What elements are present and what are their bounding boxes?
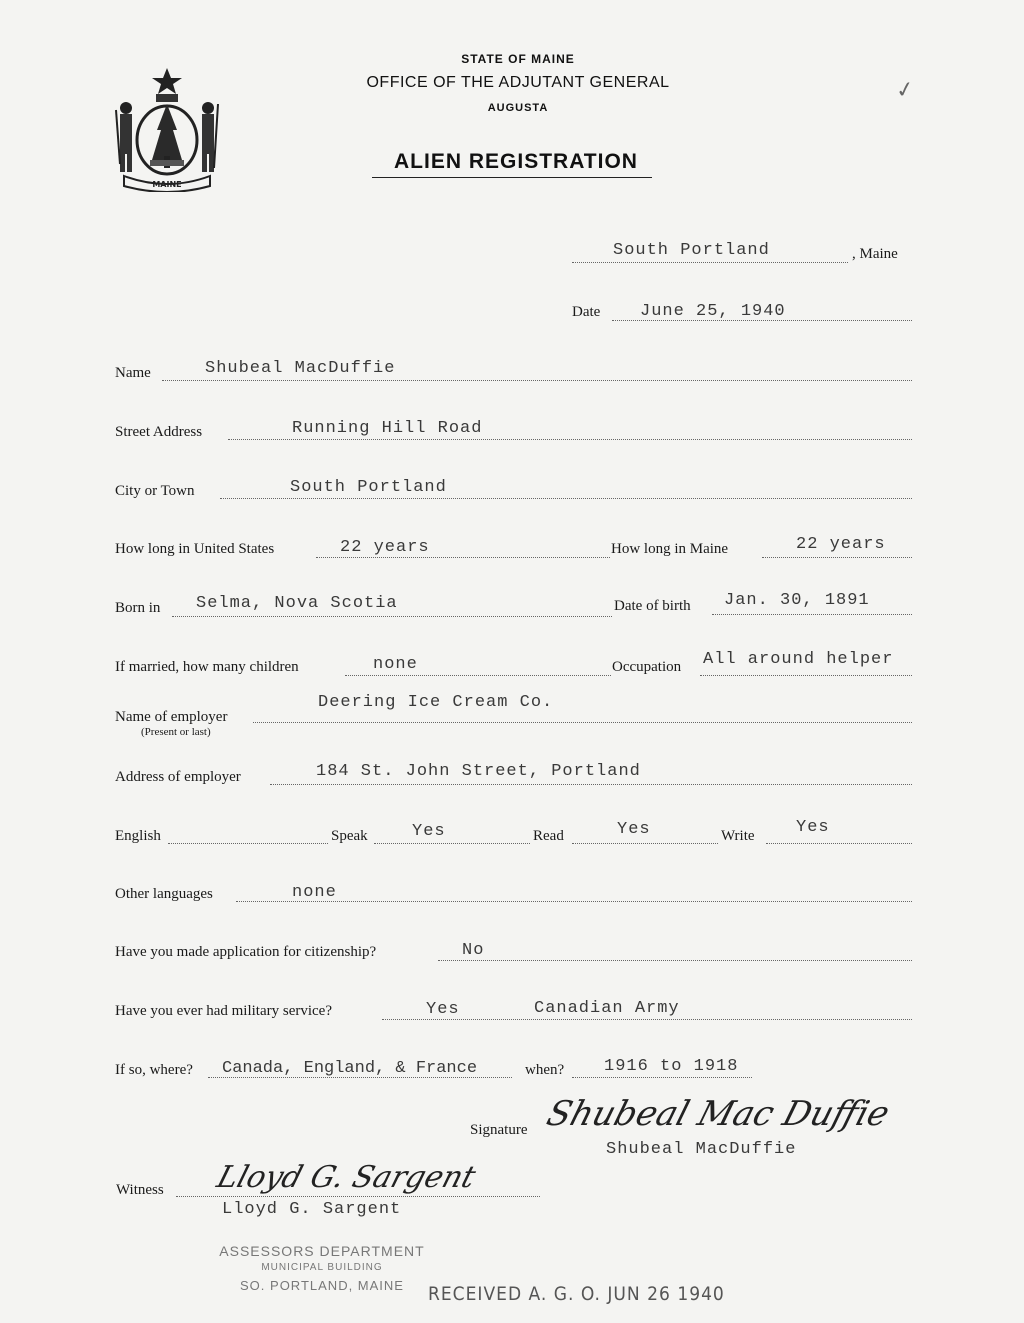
born-in-label: Born in [115, 600, 161, 616]
city-label: City or Town [115, 483, 195, 499]
citizenship-value: No [462, 941, 485, 960]
how-long-maine-value: 22 years [796, 535, 886, 554]
street-address-line [228, 439, 912, 440]
occupation-label: Occupation [612, 659, 682, 675]
assessors-stamp-line3: SO. PORTLAND, MAINE [240, 1278, 404, 1293]
employer-label: Name of employer [115, 709, 228, 725]
header-office: OFFICE OF THE ADJUTANT GENERAL [366, 74, 670, 91]
read-line [572, 843, 718, 844]
title-underline [372, 177, 652, 178]
where-value: Canada, England, & France [222, 1059, 478, 1078]
speak-line [374, 843, 530, 844]
other-languages-line [236, 901, 912, 902]
check-mark-icon: ✓ [893, 76, 917, 105]
occupation-value: All around helper [703, 650, 894, 669]
born-in-value: Selma, Nova Scotia [196, 594, 398, 613]
other-languages-label: Other languages [115, 886, 213, 902]
seal-banner-text: MAINE [152, 180, 182, 189]
signature-handwritten: Shubeal Mac Duffie [542, 1094, 894, 1134]
witness-typed: Lloyd G. Sargent [222, 1200, 402, 1219]
when-value: 1916 to 1918 [604, 1057, 739, 1076]
employer-address-value: 184 St. John Street, Portland [316, 762, 641, 781]
military-detail: Canadian Army [534, 999, 680, 1018]
write-value: Yes [796, 818, 830, 837]
employer-value: Deering Ice Cream Co. [318, 693, 554, 712]
citizenship-label: Have you made application for citizenship? [115, 944, 377, 960]
children-label: If married, how many children [115, 659, 299, 675]
speak-label: Speak [331, 828, 368, 844]
military-label: Have you ever had military service? [115, 1003, 332, 1019]
town-line [572, 262, 848, 263]
military-value: Yes [426, 1000, 460, 1019]
witness-label: Witness [116, 1182, 164, 1198]
read-value: Yes [617, 820, 651, 839]
street-address-label: Street Address [115, 424, 203, 440]
citizenship-line [438, 960, 912, 961]
how-long-us-label: How long in United States [115, 541, 275, 557]
born-in-line [172, 616, 612, 617]
date-value: June 25, 1940 [640, 302, 786, 321]
signature-label: Signature [470, 1122, 528, 1138]
town-suffix: , Maine [852, 246, 898, 262]
employer-address-line [270, 784, 912, 785]
name-label: Name [115, 365, 151, 381]
received-stamp: RECEIVED A. G. O. JUN 26 1940 [428, 1283, 725, 1305]
header-state: STATE OF MAINE [461, 52, 575, 66]
witness-line [176, 1196, 540, 1197]
speak-value: Yes [412, 822, 446, 841]
form-title: ALIEN REGISTRATION [394, 150, 638, 173]
how-long-maine-label: How long in Maine [611, 541, 729, 557]
children-line [345, 675, 611, 676]
city-line [220, 498, 912, 499]
occupation-line [700, 675, 912, 676]
read-label: Read [533, 828, 564, 844]
assessors-stamp-line1: ASSESSORS DEPARTMENT [219, 1243, 425, 1259]
write-line [766, 843, 912, 844]
military-line [382, 1019, 912, 1020]
when-line [572, 1077, 752, 1078]
city-value: South Portland [290, 478, 447, 497]
date-of-birth-label: Date of birth [614, 598, 691, 614]
children-value: none [373, 655, 418, 674]
town-value: South Portland [613, 241, 770, 260]
how-long-maine-line [762, 557, 912, 558]
employer-sublabel: (Present or last) [141, 726, 211, 738]
write-label: Write [721, 828, 755, 844]
english-label: English [115, 828, 161, 844]
employer-line [253, 722, 912, 723]
other-languages-value: none [292, 883, 337, 902]
how-long-us-value: 22 years [340, 538, 430, 557]
when-label: when? [525, 1062, 565, 1078]
where-label: If so, where? [115, 1062, 193, 1078]
employer-address-label: Address of employer [115, 769, 241, 785]
date-of-birth-value: Jan. 30, 1891 [724, 591, 870, 610]
date-label: Date [572, 304, 601, 320]
header-city: AUGUSTA [487, 102, 549, 114]
name-line [162, 380, 912, 381]
assessors-stamp-line2: MUNICIPAL BUILDING [261, 1262, 383, 1273]
how-long-us-line [316, 557, 610, 558]
name-value: Shubeal MacDuffie [205, 359, 396, 378]
date-of-birth-line [712, 614, 912, 615]
signature-typed: Shubeal MacDuffie [606, 1140, 797, 1159]
witness-handwritten: Lloyd G. Sargent [212, 1160, 480, 1195]
street-address-value: Running Hill Road [292, 419, 483, 438]
english-line [168, 843, 328, 844]
